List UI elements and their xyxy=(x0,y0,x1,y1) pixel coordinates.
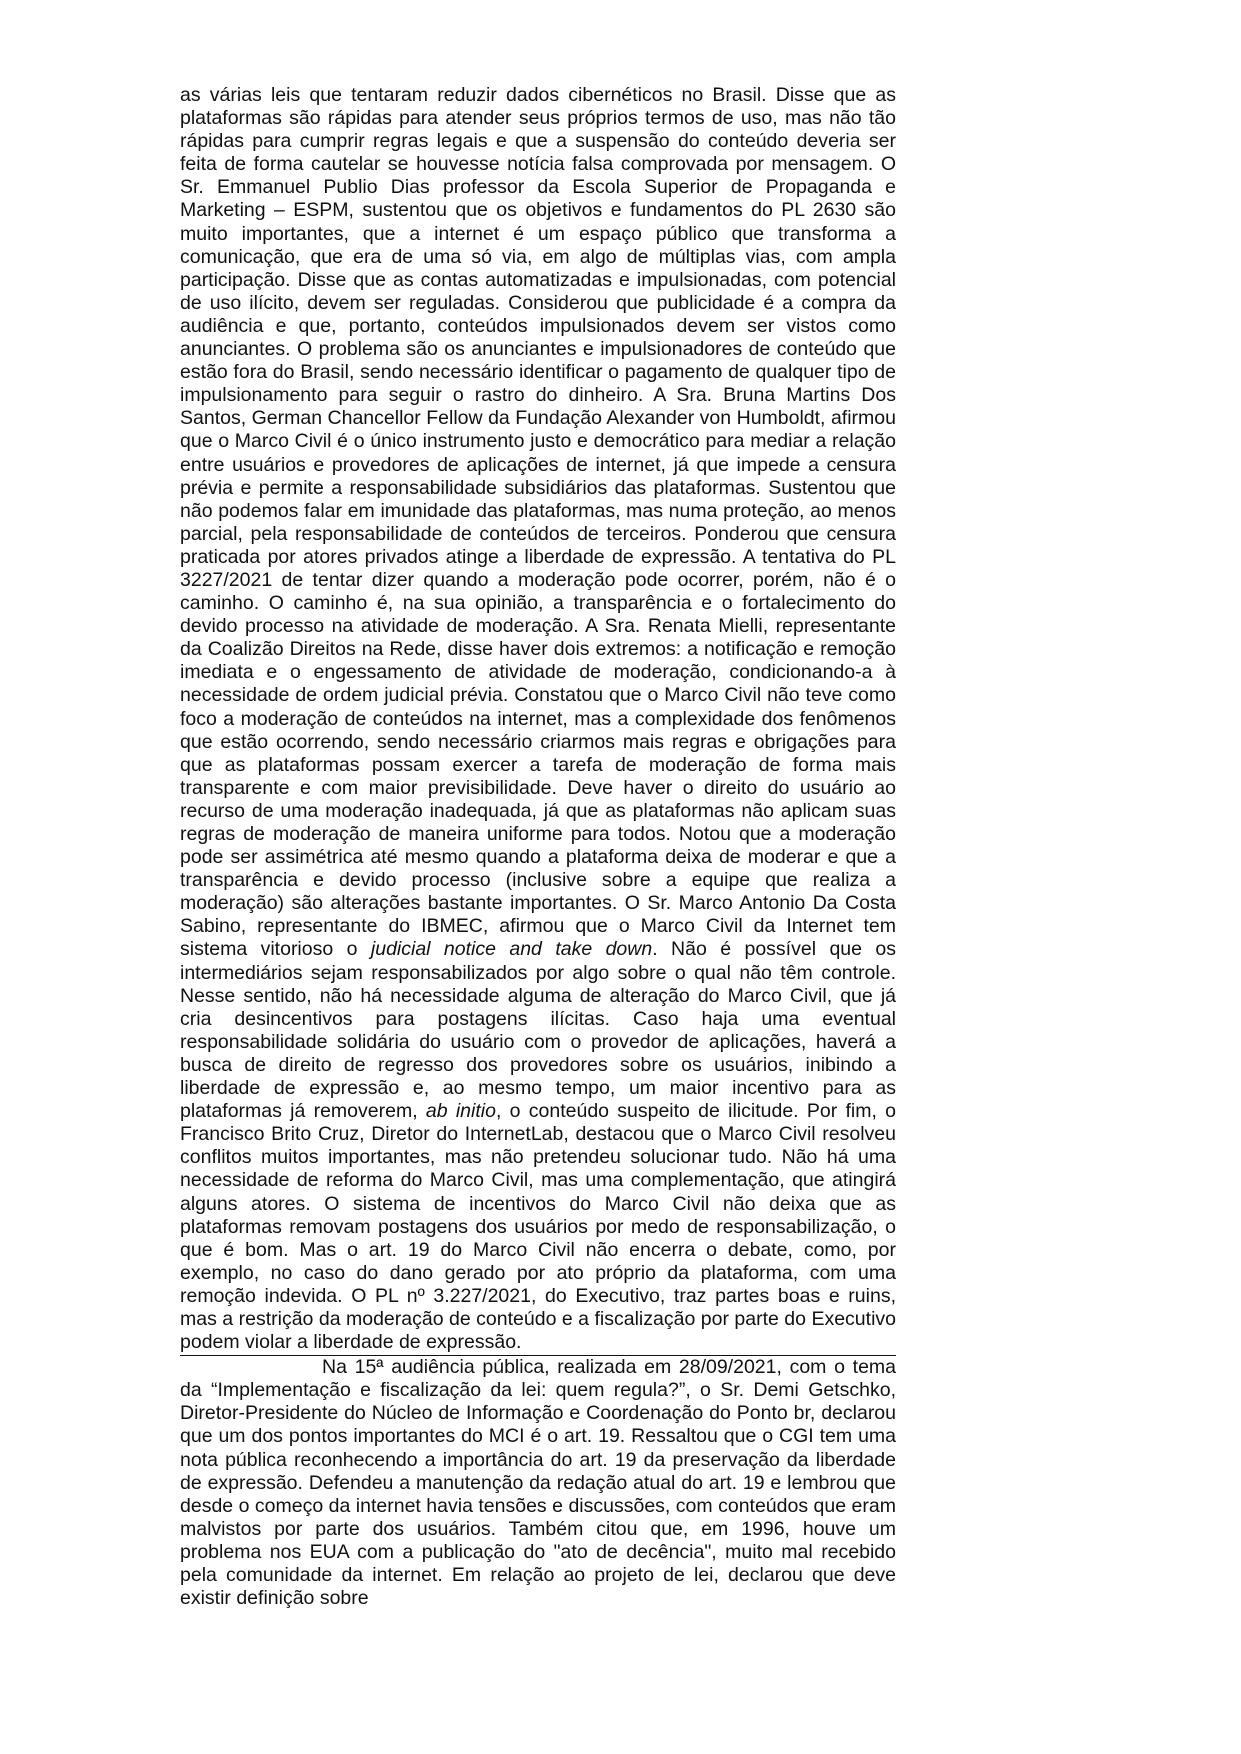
paragraph-hearings-summary xyxy=(180,84,896,1354)
paragraph-text-segment: . Não é possível que os intermediários sejam responsabilizados por algo sobre o qual não têm controle. Nesse sentido, não há necessidade alguma de alteração do Marco Civil, que já cria desincentivos para postagens ilícitas. Caso haja uma eventual responsabilidade solidária do usuário com o provedor de aplicações, haverá a busca de direito de regresso dos provedores sobre os usuários, inibindo a liberdade de expressão e, ao mesmo tempo, um maior incentivo para as plataformas já removerem, xyxy=(180,938,896,1123)
document-page xyxy=(180,84,896,1610)
italic-term-judicial-notice: judicial notice and take down xyxy=(370,938,653,961)
italic-term-ab-initio: ab initio xyxy=(425,1100,496,1123)
paragraph-15th-hearing: Na 15ª audiência pública, realizada em 28/09/2021, com o tema da “Implementação e fiscalização da lei: quem regula?”, o Sr. Demi Getschko, Diretor-Presidente do Núcleo de Informação e Coordenação do Ponto br, declarou que um dos pontos importantes do MCI é o art. 19. Ressaltou que o CGI tem uma nota pública reconhecendo a importância do art. 19 da preservação da liberdade de expressão. Defendeu a manutenção da redação atual do art. 19 e lembrou que desde o começo da internet havia tensões e discussões, com conteúdos que eram malvistos por parte dos usuários. Também citou que, em 1996, houve um problema nos EUA com a publicação do "ato de decência", muito mal recebido pela comunidade da internet. Em relação ao projeto de lei, declarou que deve existir definição sobre xyxy=(180,1356,896,1610)
paragraph-text-segment: , o conteúdo suspeito de ilicitude. Por fim, o Francisco Brito Cruz, Diretor do InternetLab, destacou que o Marco Civil resolveu conflitos muitos importantes, mas não pretendeu solucionar tudo. Não há uma necessidade de reforma do Marco Civil, mas uma complementação, que atingirá alguns atores. O sistema de incentivos do Marco Civil não deixa que as plataformas removam postagens dos usuários por medo de responsabilização, o que é bom. Mas o art. 19 do Marco Civil não encerra o debate, como, por exemplo, no caso do dano gerado por ato próprio da plataforma, com uma remoção indevida. O PL nº 3.227/2021, do Executivo, traz partes boas e ruins, mas a restrição da moderação de conteúdo e a fiscalização por parte do Executivo podem violar a liberdade de expressão. xyxy=(180,1100,896,1354)
paragraph-text-segment: as várias leis que tentaram reduzir dados cibernéticos no Brasil. Disse que as plataformas são rápidas para atender seus próprios termos de uso, mas não tão rápidas para cumprir regras legais e que a suspensão do conteúdo deveria ser feita de forma cautelar se houvesse notícia falsa comprovada por mensagem. O Sr. Emmanuel Publio Dias professor da Escola Superior de Propaganda e Marketing – ESPM, sustentou que os objetivos e fundamentos do PL 2630 são muito importantes, que a internet é um espaço público que transforma a comunicação, que era de uma só via, em algo de múltiplas vias, com ampla participação. Disse que as contas automatizadas e impulsionadas, com potencial de uso ilícito, devem ser reguladas. Considerou que publicidade é a compra da audiência e que, portanto, conteúdos impulsionados devem ser vistos como anunciantes. O problema são os anunciantes e impulsionadores de conteúdo que estão fora do Brasil, sendo necessário identificar o pagamento de qualquer tipo de impulsionamento para seguir o rastro do dinheiro. A Sra. Bruna Martins Dos Santos, German Chancellor Fellow da Fundação Alexander von Humboldt, afirmou que o Marco Civil é o único instrumento justo e democrático para mediar a relação entre usuários e provedores de aplicações de internet, já que impede a censura prévia e permite a responsabilidade subsidiários das plataformas. Sustentou que não podemos falar em imunidade das plataformas, mas numa proteção, ao menos parcial, pela responsabilidade de conteúdos de terceiros. Ponderou que censura praticada por atores privados atinge a liberdade de expressão. A tentativa do PL 3227/2021 de tentar dizer quando a moderação pode ocorrer, porém, não é o caminho. O caminho é, na sua opinião, a transparência e o fortalecimento do devido processo na atividade de moderação. A Sra. Renata Mielli, representante da Coalizão Direitos na Rede, disse haver dois extremos: a notificação e remoção imediata e o engessamento de atividade de moderação, condicionando-a à necessidade de ordem judicial prévia. Constatou que o Marco Civil não teve como foco a moderação de conteúdos na internet, mas a complexidade dos fenômenos que estão ocorrendo, sendo necessário criarmos mais regras e obrigações para que as plataformas possam exercer a tarefa de moderação de forma mais transparente e com maior previsibilidade. Deve haver o direito do usuário ao recurso de uma moderação inadequada, já que as plataformas não aplicam suas regras de moderação de maneira uniforme para todos. Notou que a moderação pode ser assimétrica até mesmo quando a plataforma deixa de moderar e que a transparência e devido processo (inclusive sobre a equipe que realiza a moderação) são alterações bastante importantes. O Sr. Marco Antonio Da Costa Sabino, representante do IBMEC, afirmou que o Marco Civil da Internet tem sistema vitorioso o xyxy=(180,84,896,961)
